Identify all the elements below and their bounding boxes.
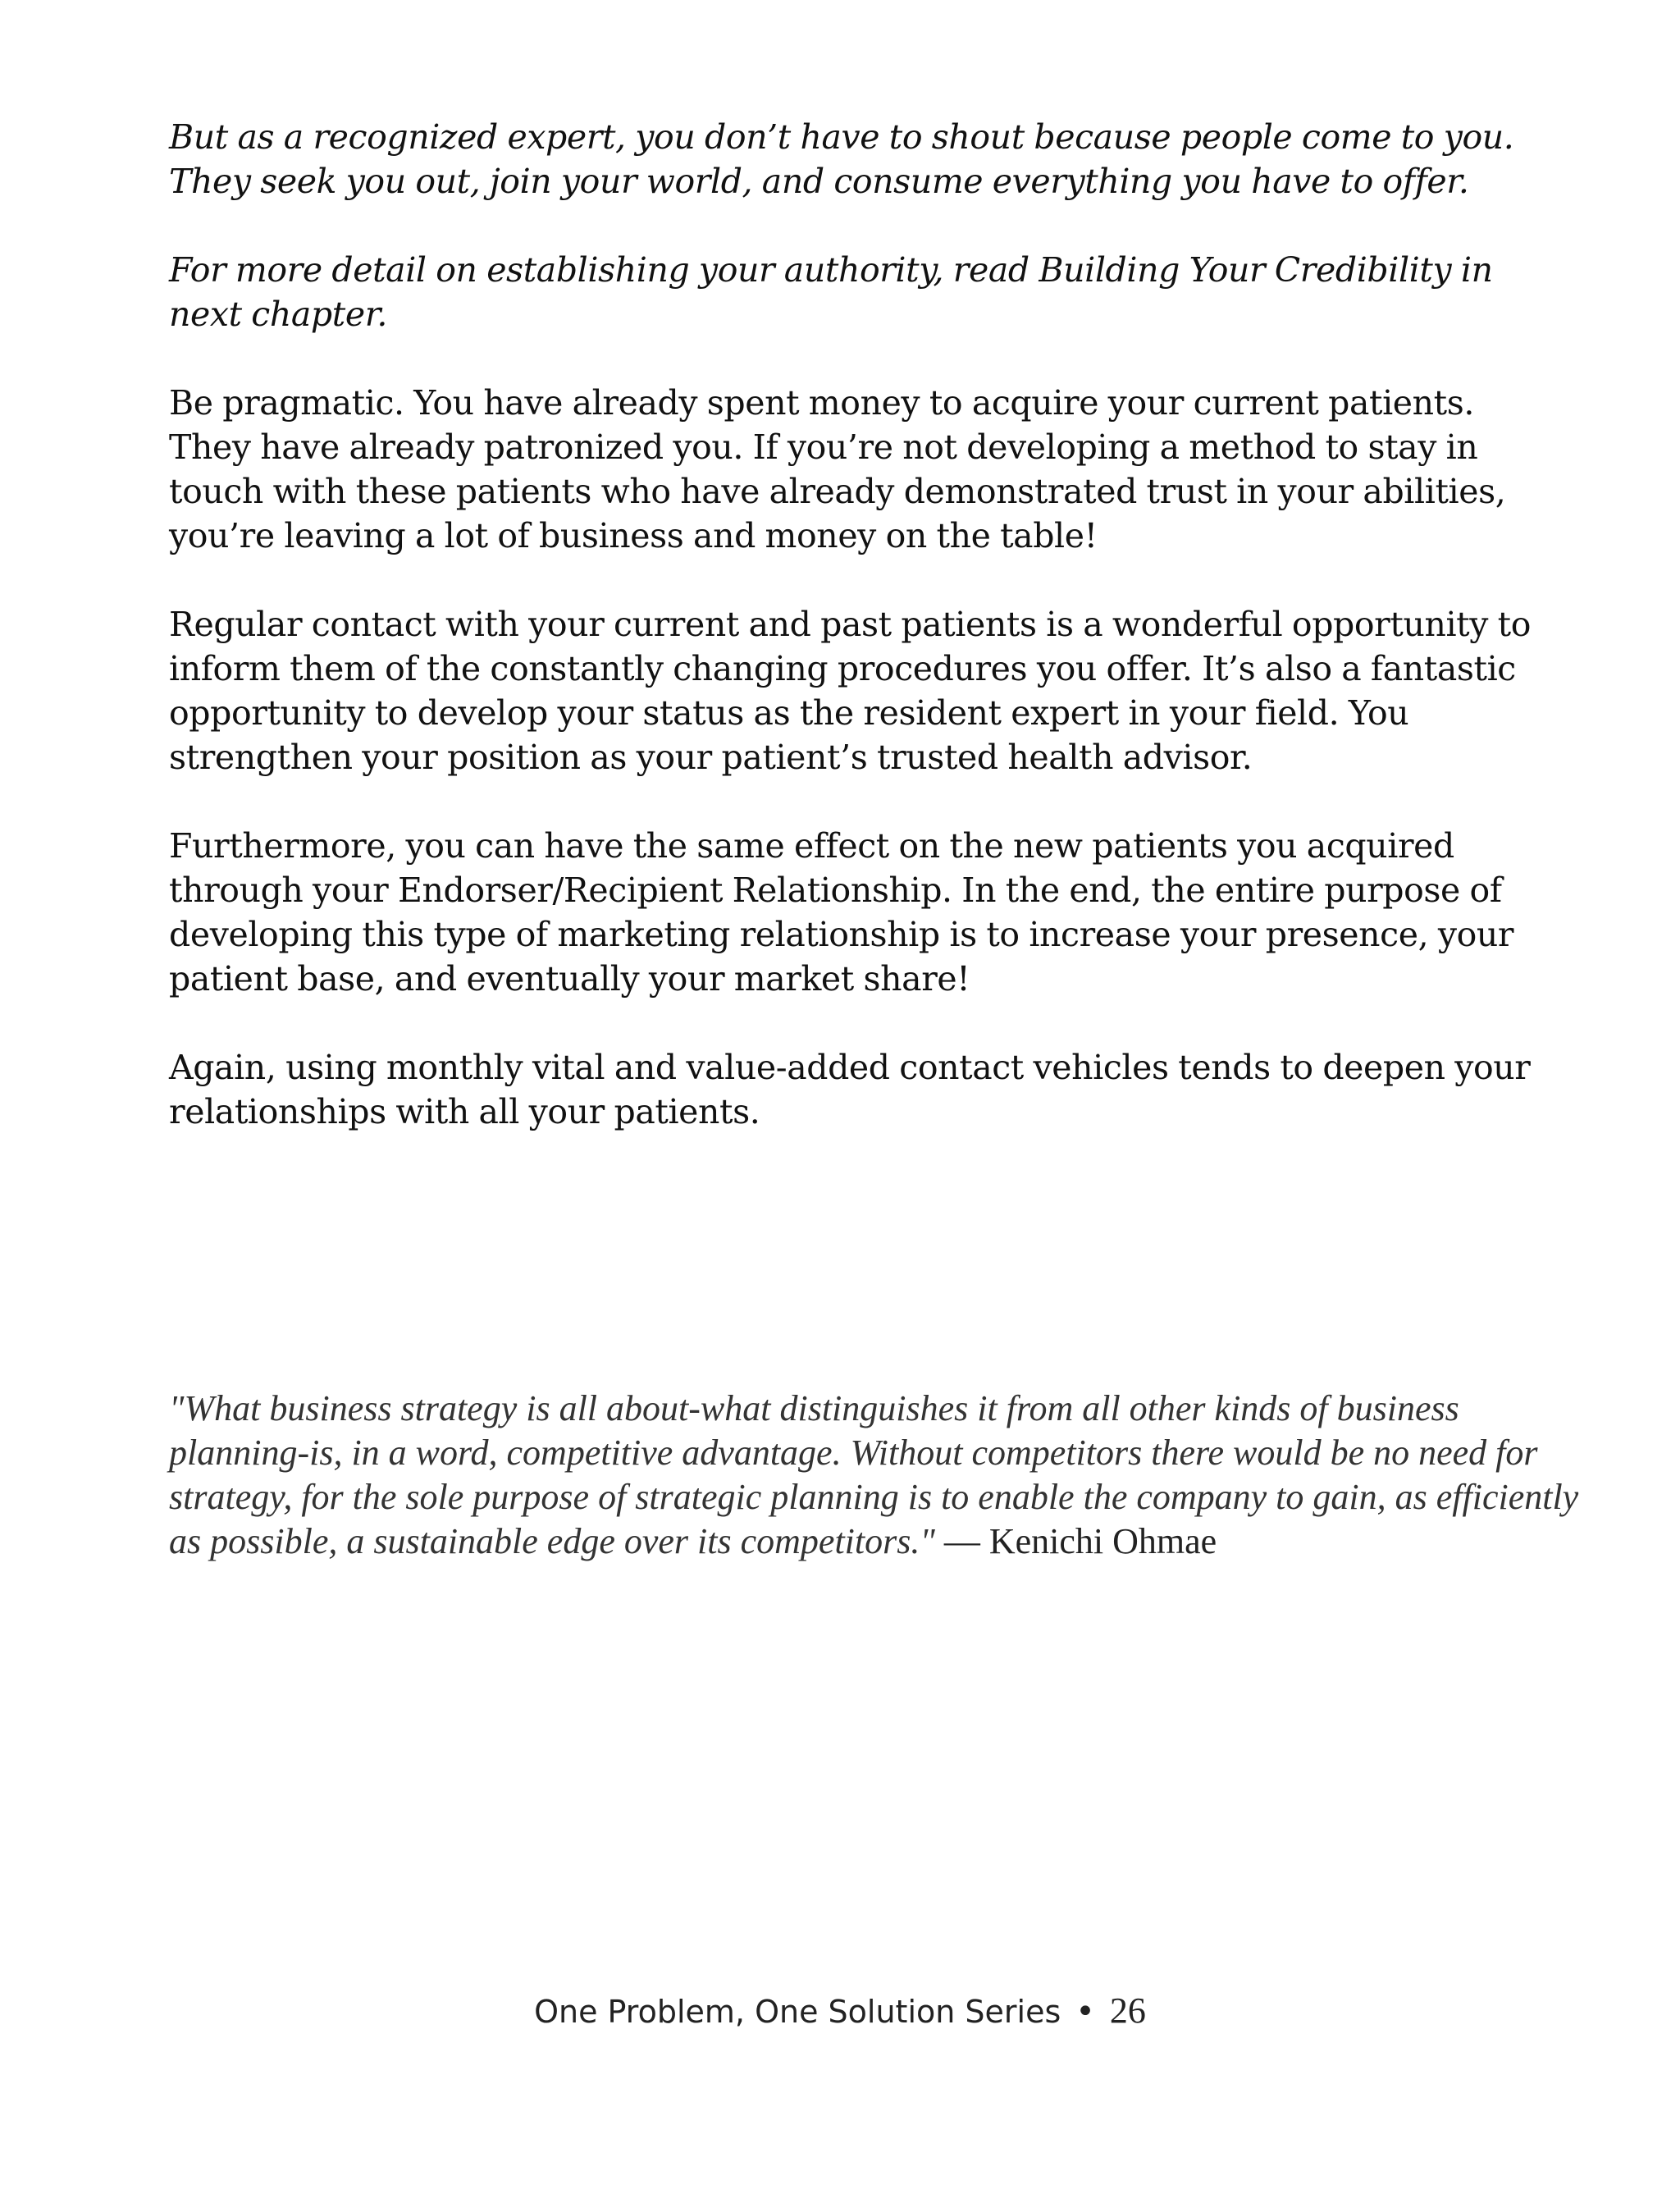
quote-text: "What business strategy is all about-what distinguishes it from all other kinds of business planning-is, in a word, competitive advantage. Without competitors there would be no need for strategy, for the sole purpose of strategic planning is to enable the company to gain, as efficiently as possible, a sustainable edge over its competitors."	[169, 1388, 1579, 1561]
footer-bullet: •	[1075, 1993, 1095, 2031]
quote-author: — Kenichi Ohmae	[943, 1521, 1217, 1561]
page-footer	[0, 1990, 1680, 2032]
body-text	[169, 115, 1564, 1178]
paragraph-expert-italic: But as a recognized expert, you don’t have to shout because people come to you. They seek you out, join your world, and consume everything you have to offer.	[169, 117, 1514, 201]
strategy-quote	[169, 1387, 1580, 1564]
series-title: One Problem, One Solution Series	[534, 1994, 1061, 2030]
page-number: 26	[1109, 1990, 1146, 2031]
paragraph-credibility-reference: For more detail on establishing your authority, read Building Your Credibility in next chapter.	[169, 250, 1493, 334]
paragraph-furthermore: Furthermore, you can have the same effect on the new patients you acquired through your Endorser/Recipient Relationship. In the end, the entire purpose of developing this type of marketing relationship is to increase your presence, your patient base, and eventually your market share!	[169, 826, 1514, 999]
paragraph-again: Again, using monthly vital and value-added contact vehicles tends to deepen your relationships with all your patients.	[169, 1048, 1531, 1131]
paragraph-be-pragmatic: Be pragmatic. You have already spent money to acquire your current patients. They have already patronized you. If you’re not developing a method to stay in touch with these patients who have already demonstrated trust in your abilities, you’re leaving a lot of business and money on the table!	[169, 383, 1506, 555]
paragraph-regular-contact: Regular contact with your current and past patients is a wonderful opportunity to inform them of the constantly changing procedures you offer. It’s also a fantastic opportunity to develop your status as the resident expert in your field. You strengthen your position as your patient’s trusted health advisor.	[169, 605, 1532, 777]
